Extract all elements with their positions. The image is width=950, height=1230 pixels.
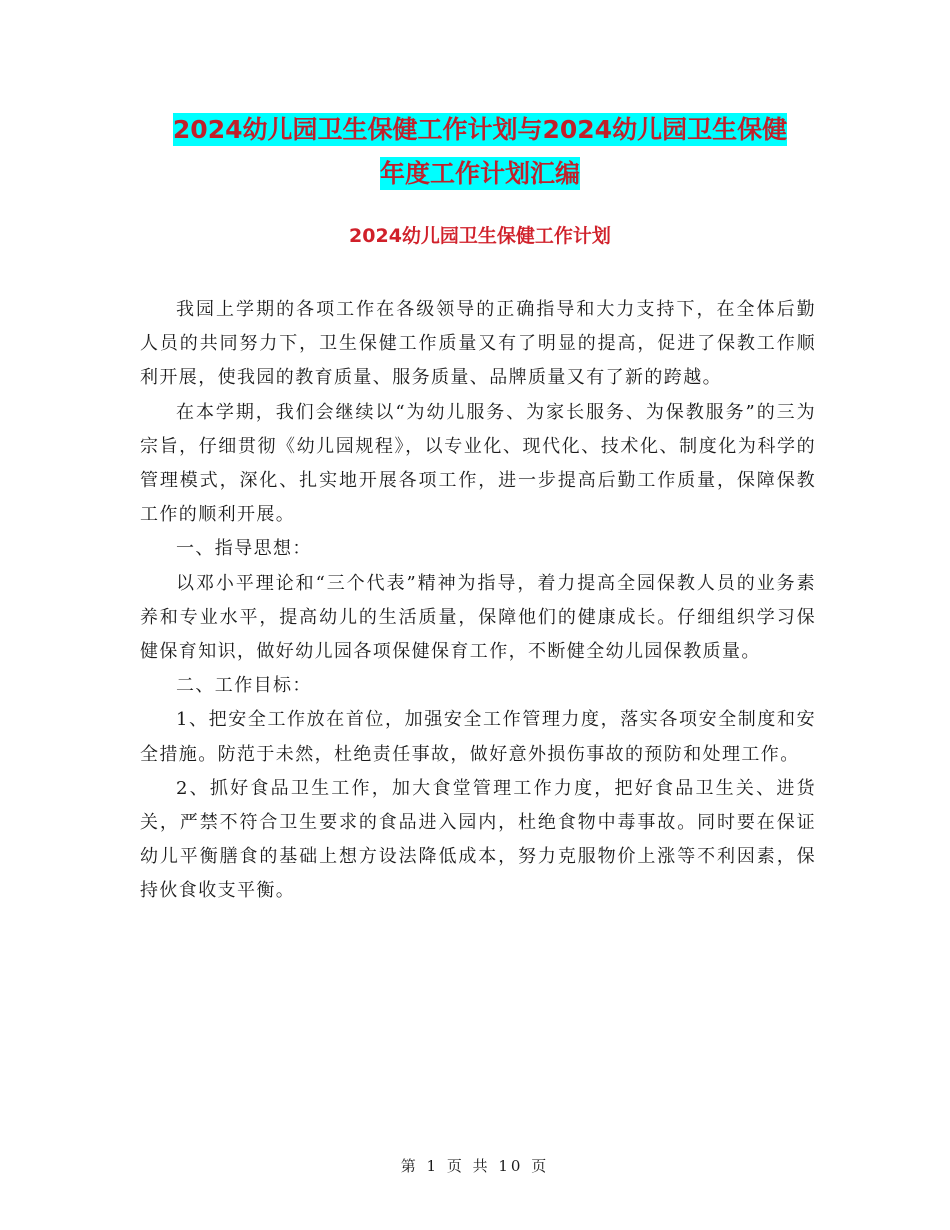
page-footer: 第 1 页 共 10 页: [400, 1157, 550, 1175]
paragraph-semester: 在本学期，我们会继续以“为幼儿服务、为家长服务、为保教服务”的三为宗旨，仔细贯彻《幼儿园规程》，以专业化、现代化、技术化、制度化为科学的管理模式，深化、扎实地开展各项工作，进一步提高后勤工作质量，保障保教工作的顺利开展。: [140, 401, 816, 526]
paragraph-goal-2: 2、抓好食品卫生工作，加大食堂管理工作力度，把好食品卫生关、进货关，严禁不符合卫生要求的食品进入园内，杜绝食物中毒事故。同时要在保证幼儿平衡膳食的基础上想方设法降低成本，努力克服物价上涨等不利因素，保持伙食收支平衡。: [140, 777, 816, 902]
document-title: [140, 108, 820, 196]
paragraph-goal-1: 1、把安全工作放在首位，加强安全工作管理力度，落实各项安全制度和安全措施。防范于未然，杜绝责任事故，做好意外损伤事故的预防和处理工作。: [140, 709, 816, 765]
document-body: [140, 293, 816, 909]
paragraph-intro: 我园上学期的各项工作在各级领导的正确指导和大力支持下，在全体后勤人员的共同努力下，卫生保健工作质量又有了明显的提高，促进了保教工作顺利开展，使我园的教育质量、服务质量、品牌质量又有了新的跨越。: [140, 299, 816, 389]
paragraph-guiding-thought: 以邓小平理论和“三个代表”精神为指导，着力提高全园保教人员的业务素养和专业水平，提高幼儿的生活质量，保障他们的健康成长。仔细组织学习保健保育知识，做好幼儿园各项保健保育工作，不断健全幼儿园保教质量。: [140, 572, 816, 663]
section-title: 2024幼儿园卫生保健工作计划: [349, 225, 611, 247]
heading-guiding-thought: 一、指导思想：: [176, 538, 312, 560]
heading-work-goals: 二、工作目标：: [176, 675, 312, 697]
document-title-line-1: 2024幼儿园卫生保健工作计划与2024幼儿园卫生保健: [172, 115, 788, 144]
document-title-line-2: 年度工作计划汇编: [379, 159, 580, 188]
